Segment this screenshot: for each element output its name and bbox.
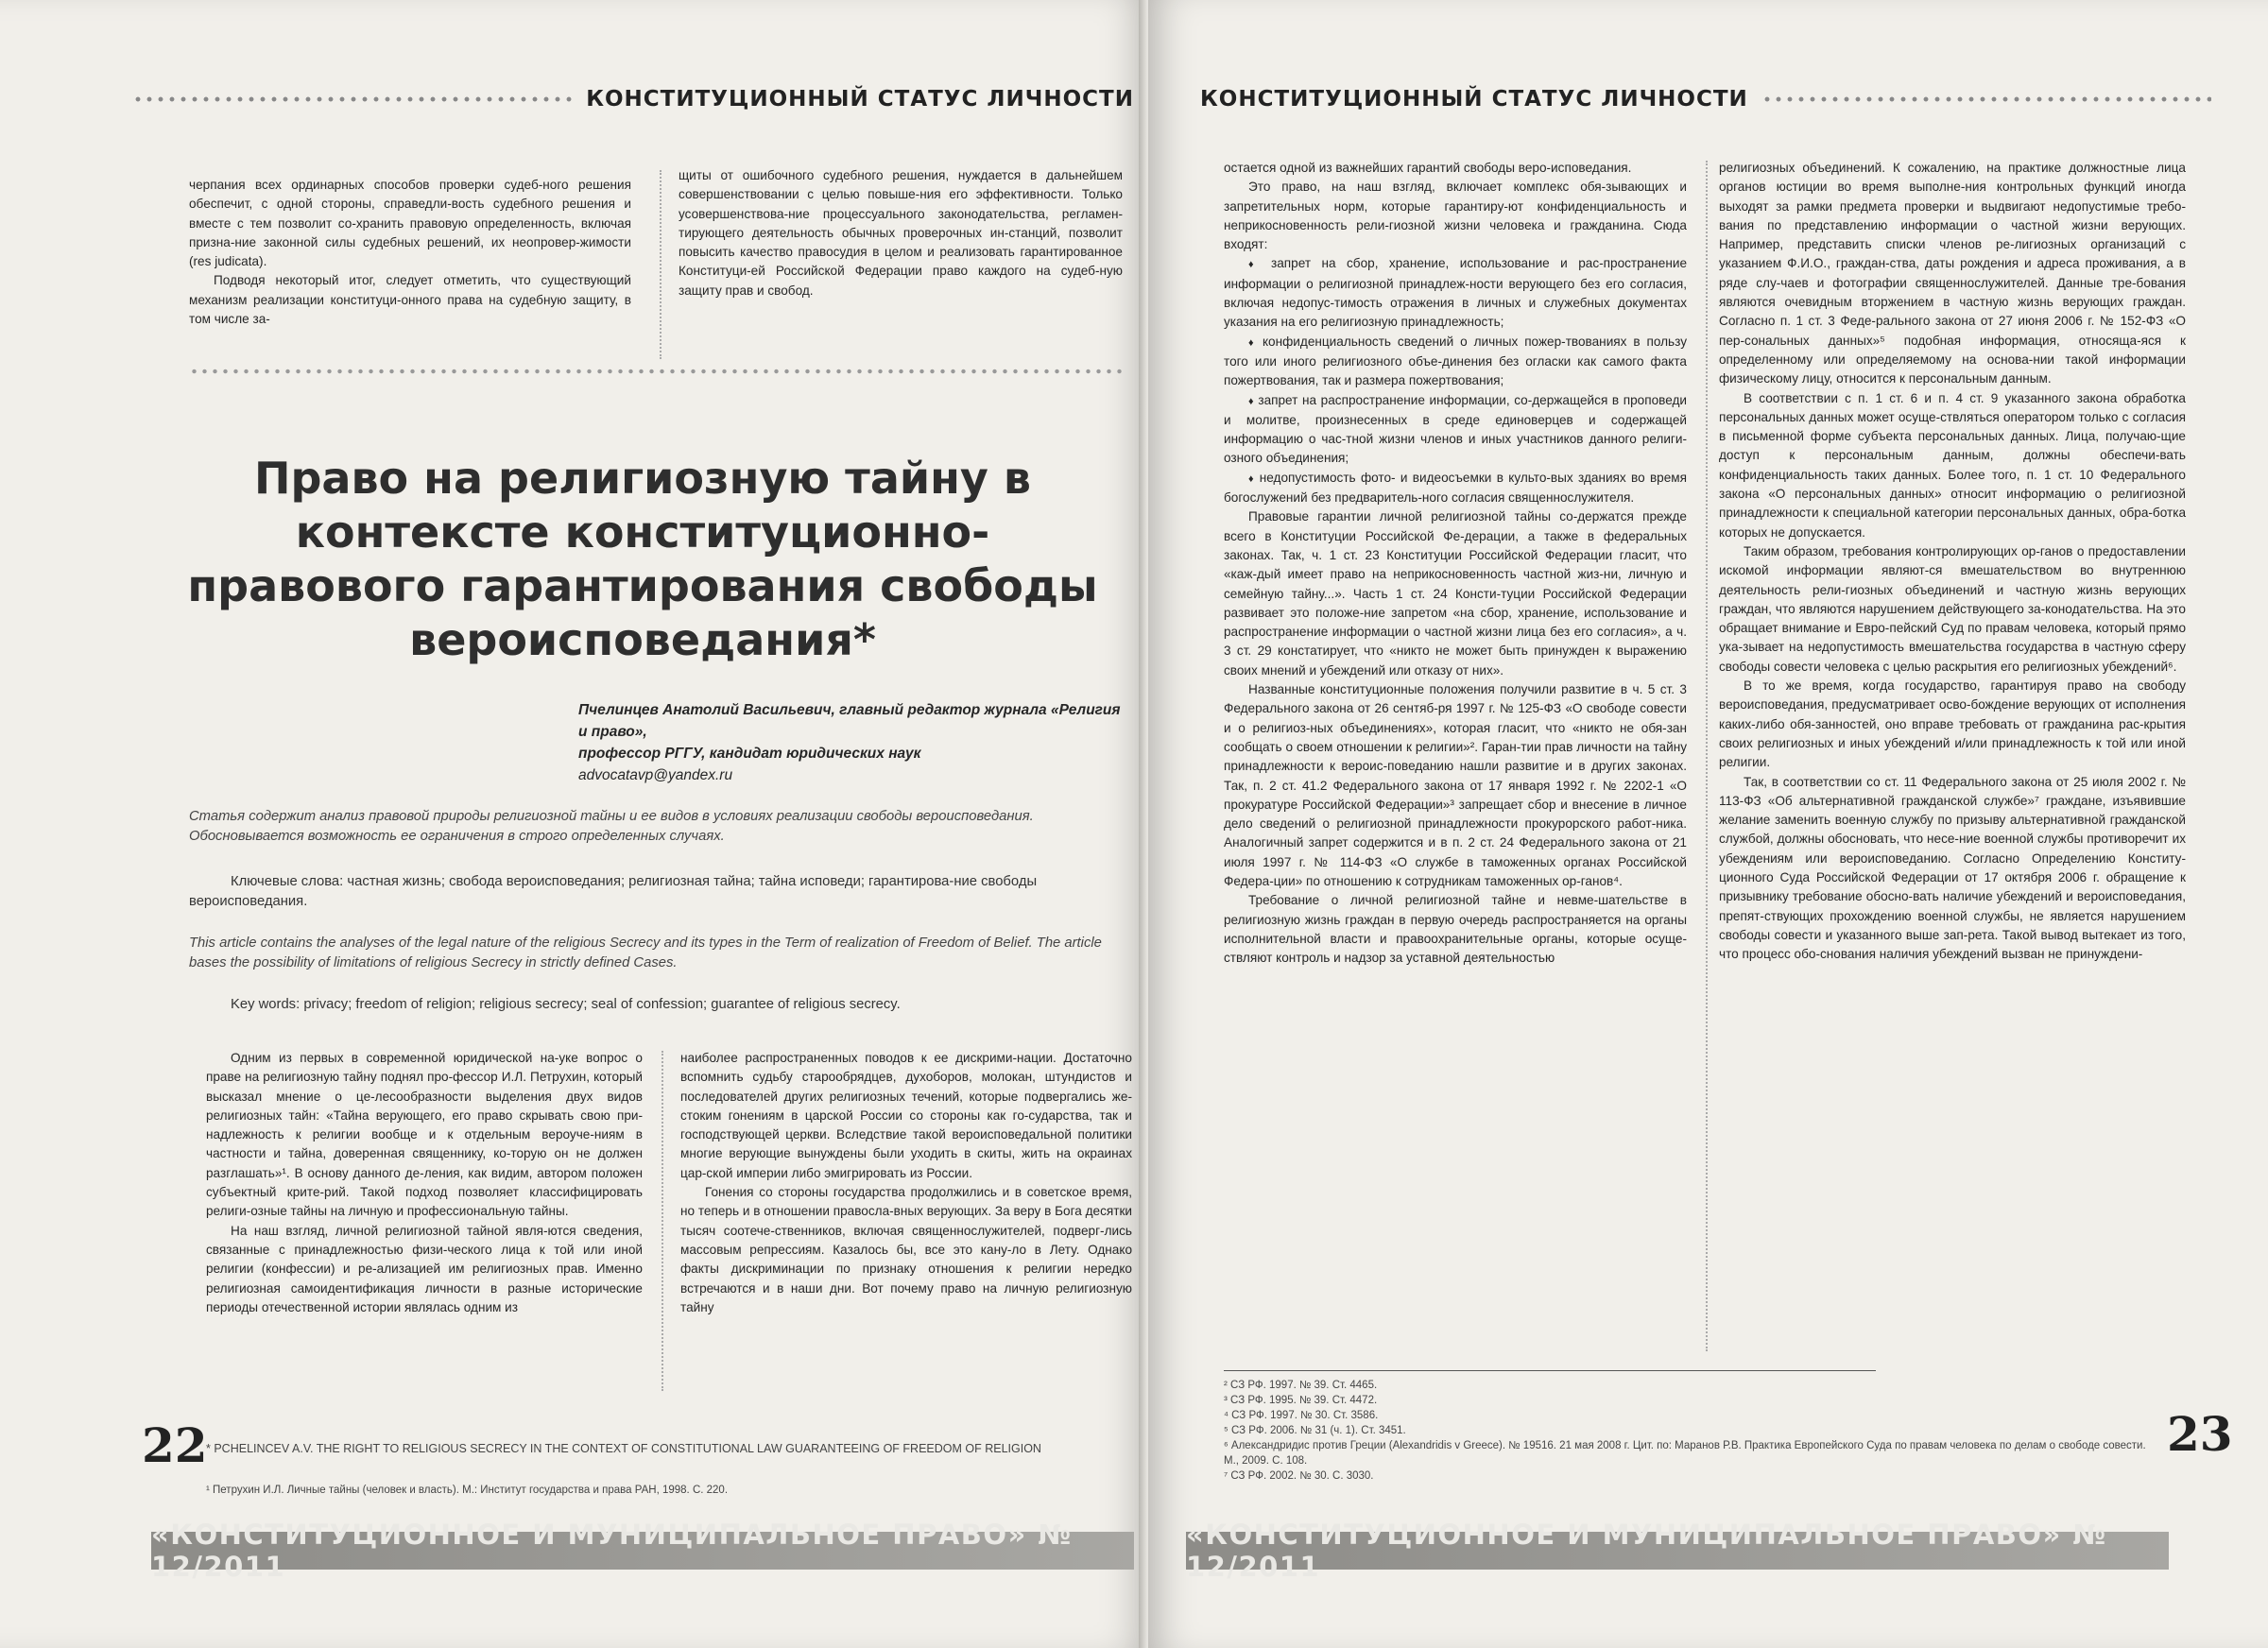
paragraph: Подводя некоторый итог, следует отметить, что существующий механизм реализации конституци-онного права на судебную защиту, в том числе за- xyxy=(189,273,631,327)
author-name: Пчелинцев Анатолий Васильевич, главный редактор журнала «Религия и право», xyxy=(578,702,1121,740)
header-dots xyxy=(132,94,573,104)
footnote-title: * PCHELINCEV A.V. THE RIGHT TO RELIGIOUS SECRECY IN THE CONTEXT OF CONSTITUTIONAL LAW GUARANTEEING OF FREEDOM OF RELIGION xyxy=(206,1442,1041,1455)
paragraph: Правовые гарантии личной религиозной тайны со-держатся прежде всего в Конституции Российской Фе-дерации, а также в федеральных законах. Так, ч. 1 ст. 23 Конституции Российской Федерации гласит, что «каж-дый имеет право на неприкосновенность частной жиз-ни, личную и семейную тайну...». Часть 1 ст. 24 Консти-туции Российской Федерации развивает это положе-ние запретом «на сбор, хранение, использование и распространение информации о частной жизни лица без его согласия», а ч. 3 ст. 29 констатирует, что «никто не может быть принужден к выражению своих мнений и убеждений или отказу от них». xyxy=(1224,509,1687,678)
right-page xyxy=(1148,0,2268,1648)
list-item: ♦ конфиденциальность сведений о личных пожер-твованиях в пользу того или иного религиозного объе-динения без огласки как самого факта пожертвования, так и размера пожертвования; xyxy=(1224,333,1687,391)
top-column-2 xyxy=(679,166,1123,300)
page-number: 23 xyxy=(2167,1406,2233,1462)
paragraph: Это право, на наш взгляд, включает комплекс обя-зывающих и запретительных норм, которые гарантиру-ют конфиденциальность и неприкосновенность рели-гиозной жизни человека и гражданина. Сюда входят: xyxy=(1224,180,1687,252)
author-block xyxy=(578,699,1126,786)
journal-footer: «КОНСТИТУЦИОННОЕ И МУНИЦИПАЛЬНОЕ ПРАВО» № 12/2011 xyxy=(1186,1532,2169,1570)
footnote: ³ СЗ РФ. 1995. № 39. Ст. 4472. xyxy=(1224,1395,1378,1406)
keywords-en-label: Key words: xyxy=(231,997,301,1012)
paragraph: Одним из первых в современной юридической на-уке вопрос о праве на религиозную тайну поднял про-фессор И.Л. Петрухин, который высказал мнение о це-лесообразности выделения двух видов религиозных тайн: «Тайна верующего, его право скрывать свою при-надлежность к религии вообще и к отдельным вероуче-ниям в частности и тайна, доверенная священнику, ко-торую он не должен разглашать»¹. В основу данного де-ления, как видим, автором положен субъектный крите-рий. Такой подход позволяет классифицировать религи-озные тайны на личную и профессиональную тайны. xyxy=(206,1051,643,1219)
footnotes-list xyxy=(1224,1378,2150,1484)
paragraph: религиозных объединений. К сожалению, на практике должностные лица органов юстиции во время выполне-ния контрольных функций иногда выходят за рамки предмета проверки и выдвигают недопустимые требо-вания по представлению информации о частной жизни верующих. Например, представить списки членов ре-лигиозных организаций с указанием Ф.И.О., граждан-ства, даты рождения и адреса проживания, а в ряде слу-чаев и фотографии священнослужителей. Данные тре-бования являются очевидным вторжением в частную жизнь верующих граждан. Согласно п. 1 ст. 3 Феде-рального закона от 27 июня 2006 г. № 152-ФЗ «О пер-сональных данных»⁵ подобная информация, относяща-яся к определенному или определяемому на основа-нии такой информации физическому лицу, относится к персональным данным. xyxy=(1719,161,2186,386)
keywords-ru-text: частная жизнь; свобода вероисповедания; религиозная тайна; тайна исповеди; гарантирова-ние свободы вероисповедания. xyxy=(189,874,1038,909)
keywords-ru-label: Ключевые слова: xyxy=(231,874,344,889)
paragraph: Требование о личной религиозной тайне и невме-шательстве в религиозную жизнь граждан в первую очередь распространяется на органы исполнительной власти и правоохранительные органы, которые осуще-ствляют контроль и надзор за уставной деятельностью xyxy=(1224,893,1687,966)
column-divider xyxy=(660,170,662,359)
right-column-1 xyxy=(1224,159,1687,968)
right-column-2 xyxy=(1719,159,2186,964)
paragraph: Так, в соответствии со ст. 11 Федерального закона от 25 июля 2002 г. № 113-ФЗ «Об альтернативной гражданской службе»⁷ граждане, изъявившие желание заменить военную службу по призыву альтернативной гражданской службой, должны обосновать, что несе-ние военной службы противоречит их убеждениям или вероисповеданию. Согласно Определению Конститу-ционного Суда Российской Федерации от 17 октября 2006 г. обращение к призывнику требование обосно-вать наличие убеждений и вероисповедания, препят-ствующих прохождению военной службы, не является нарушением свободы совести и указанного выше зап-рета. Такой вывод вытекает из того, что процесс обо-снования наличия убеждений вызван не принуждени- xyxy=(1719,774,2186,962)
keywords-ru xyxy=(189,872,1123,912)
paragraph: черпания всех ординарных способов проверки судеб-ного решения обеспечит, с одной стороны, справедли-вость судебного решения и вместе с тем позволит со-хранить правовую определенность, включая призна-ние законной силы судебных решений, их неопровер-жимости (res judicata). xyxy=(189,178,631,269)
footnote: ⁴ СЗ РФ. 1997. № 30. Ст. 3586. xyxy=(1224,1410,1379,1421)
footnote-rule xyxy=(1224,1370,1876,1371)
column-divider xyxy=(1706,161,1708,1351)
list-item: ♦ недопустимость фото- и видеосъемки в культо-вых зданиях во время богослужений без предваритель-ного согласия священнослужителя. xyxy=(1224,469,1687,508)
abstract-ru: Статья содержит анализ правовой природы религиозной тайны и ее видов в условиях реализации свободы вероисповедания. Обосновывается возможность ее ограничения в строго определенных случаях. xyxy=(189,809,1034,844)
paragraph: В соответствии с п. 1 ст. 6 и п. 4 ст. 9 указанного закона обработка персональных данных может осуще-ствляться оператором только с согласия в письменной форме субъекта персональных данных. Лица, получаю-щие доступ к персональным данным, должны обеспечи-вать конфиденциальность таких данных. Более того, п. 1 ст. 10 Федерального закона «О персональных данных» относит информацию о религиозной принадлежности к специальной категории персональных данных, обра-ботка которых не допускается. xyxy=(1719,390,2186,540)
section-title: КОНСТИТУЦИОННЫЙ СТАТУС ЛИЧНОСТИ xyxy=(586,87,1134,112)
footnote-1: ¹ Петрухин И.Л. Личные тайны (человек и власть). М.: Институт государства и права РАН, 1998. С. 220. xyxy=(206,1485,729,1496)
keywords-en xyxy=(189,995,1123,1015)
page-number: 22 xyxy=(142,1417,208,1473)
article-title: Право на религиозную тайну в контексте конституционно-правового гарантирования свободы вероисповедания* xyxy=(187,453,1098,665)
running-header-right xyxy=(1200,87,2211,112)
footnote: ⁵ СЗ РФ. 2006. № 31 (ч. 1). Ст. 3451. xyxy=(1224,1425,1406,1436)
list-item: ♦ запрет на сбор, хранение, использование и рас-пространение информации о религиозной принадлеж-ности верующего без его согласия, включая недопус-тимость отражения в личных и служебных документах указания на его религиозную принадлежность; xyxy=(1224,254,1687,332)
section-title: КОНСТИТУЦИОННЫЙ СТАТУС ЛИЧНОСТИ xyxy=(1200,87,1748,112)
paragraph: Гонения со стороны государства продолжились и в советское время, но теперь и в отношении правосла-вных верующих. За веру в Бога десятки тысяч соотече-ственников, включая священнослужителей, подверг-лись массовым репрессиям. Казалось бы, все это кану-ло в Лету. Однако факты дискриминации по признаку отношения к религии нередко встречаются и в наши дни. Вот почему право на личную религиозную тайну xyxy=(680,1185,1132,1314)
paragraph: наиболее распространенных поводов к ее дискрими-нации. Достаточно вспомнить судьбу старообрядцев, духоборов, молокан, штундистов и последователей других религиозных течений, которые подвергались же-стоким гонениям в царской России со стороны как го-сударства, так и господствующей церкви. Вследствие такой вероисповедальной политики многие верующие вынуждены были уходить в скиты, жить на окраинах цар-ской империи либо эмигрировать из России. xyxy=(680,1051,1132,1180)
author-email[interactable]: advocatavp@yandex.ru xyxy=(578,767,733,783)
header-dots xyxy=(1761,94,2211,104)
body-column-2 xyxy=(680,1049,1132,1317)
journal-footer: «КОНСТИТУЦИОННОЕ И МУНИЦИПАЛЬНОЕ ПРАВО» № 12/2011 xyxy=(151,1532,1134,1570)
footnote: ⁷ СЗ РФ. 2002. № 30. С. 3030. xyxy=(1224,1470,1374,1482)
footnote: ² СЗ РФ. 1997. № 39. Ст. 4465. xyxy=(1224,1380,1378,1391)
paragraph: Названные конституционные положения получили развитие в ч. 5 ст. 3 Федерального закона от 26 сентяб-ря 1997 г. № 125-ФЗ «О свободе совести и о религиоз-ных объединениях», которая гласит, что «никто не обя-зан сообщать о своем отношении к религии»². Гаран-тии прав личности на тайну принадлежности к вероис-поведанию нашли развитие и в других законах. Так, п. 2 ст. 41.2 Федерального закона от 17 января 1992 г. № 2202-1 «О прокуратуре Российской Федерации»³ запрещает сбор и внесение в личное дело сведений о религиозной принадлежности прокурорского работ-ника. Аналогичный запрет содержится и в п. 2 ст. 24 Федерального закона от 21 июля 1997 г. № 114-ФЗ «О службе в таможенных органах Российской Федера-ции» по отношению к сотрудникам таможенных ор-ганов⁴. xyxy=(1224,682,1687,888)
body-column-1 xyxy=(206,1049,643,1317)
paragraph: На наш взгляд, личной религиозной тайной явля-ются сведения, связанные с принадлежностью физи-ческого лица к той или иной религии (конфессии) и ре-ализацией им религиозных прав. Именно религиозная самоидентификация личности в разные исторические периоды отечественной истории являлась одним из xyxy=(206,1223,643,1314)
author-position: профессор РГГУ, кандидат юридических наук xyxy=(578,746,921,762)
paragraph: Таким образом, требования контролирующих ор-ганов о предоставлении искомой информации являют-ся вмешательством во внутреннюю деятельность рели-гиозных объединений и частную жизнь верующих граждан, что являются нарушением действующего за-конодательства. На это обращает внимание и Евро-пейский Суд по правам человека, который прямо ука-зывает на недопустимость вмешательства государства в частную сферу свободы совести человека с целью раскрытия его религиозных убеждений⁶. xyxy=(1719,543,2186,674)
footnote: ⁶ Александридис против Греции (Alexandridis v Greece). № 19516. 21 мая 2008 г. Цит. по: Маранов Р.В. Практика Европейского Суда по правам человека по делам о свободе совести. М., 2009. С. 108. xyxy=(1224,1440,2146,1467)
top-column-1 xyxy=(189,176,631,329)
paragraph: В то же время, когда государство, гарантируя право на свободу вероисповедания, предусматривает осво-бождение верующих от исполнения каких-либо обя-занностей, оно вправе требовать от гражданина рас-крытия своих религиозных и иных убеждений и/или принадлежность к той или иной религии. xyxy=(1719,678,2186,770)
guarantees-list xyxy=(1224,254,1687,507)
list-item: ♦ запрет на распространение информации, со-держащейся в проповеди и молитве, произнесенных в среде единоверцев и содержащей информацию о час-тной жизни членов и иных участников данного религи-озного объединения; xyxy=(1224,391,1687,469)
column-divider xyxy=(662,1051,663,1391)
abstract-en: This article contains the analyses of the legal nature of the religious Secrecy and its types in the Term of realization of Freedom of Belief. The article bases the possibility of limitations of religious Secrecy in strictly defined Cases. xyxy=(189,936,1102,970)
separator-dots xyxy=(189,368,1125,375)
paragraph: остается одной из важнейших гарантий свободы веро-исповедания. xyxy=(1224,161,1632,175)
keywords-en-text: privacy; freedom of religion; religious secrecy; seal of confession; guarantee of religious secrecy. xyxy=(303,997,901,1012)
paragraph: щиты от ошибочного судебного решения, нуждается в дальнейшем совершенствовании с целью повыше-ния его эффективности. Только усовершенствова-ние процессуального законодательства, регламен-тирующего деятельность обычных проверочных ин-станций, позволит повысить качество правосудия в целом и реализовать гарантированное Конституци-ей Российской Федерации право каждого на судеб-ную защиту прав и свобод. xyxy=(679,168,1123,298)
running-header-left xyxy=(132,87,1134,112)
